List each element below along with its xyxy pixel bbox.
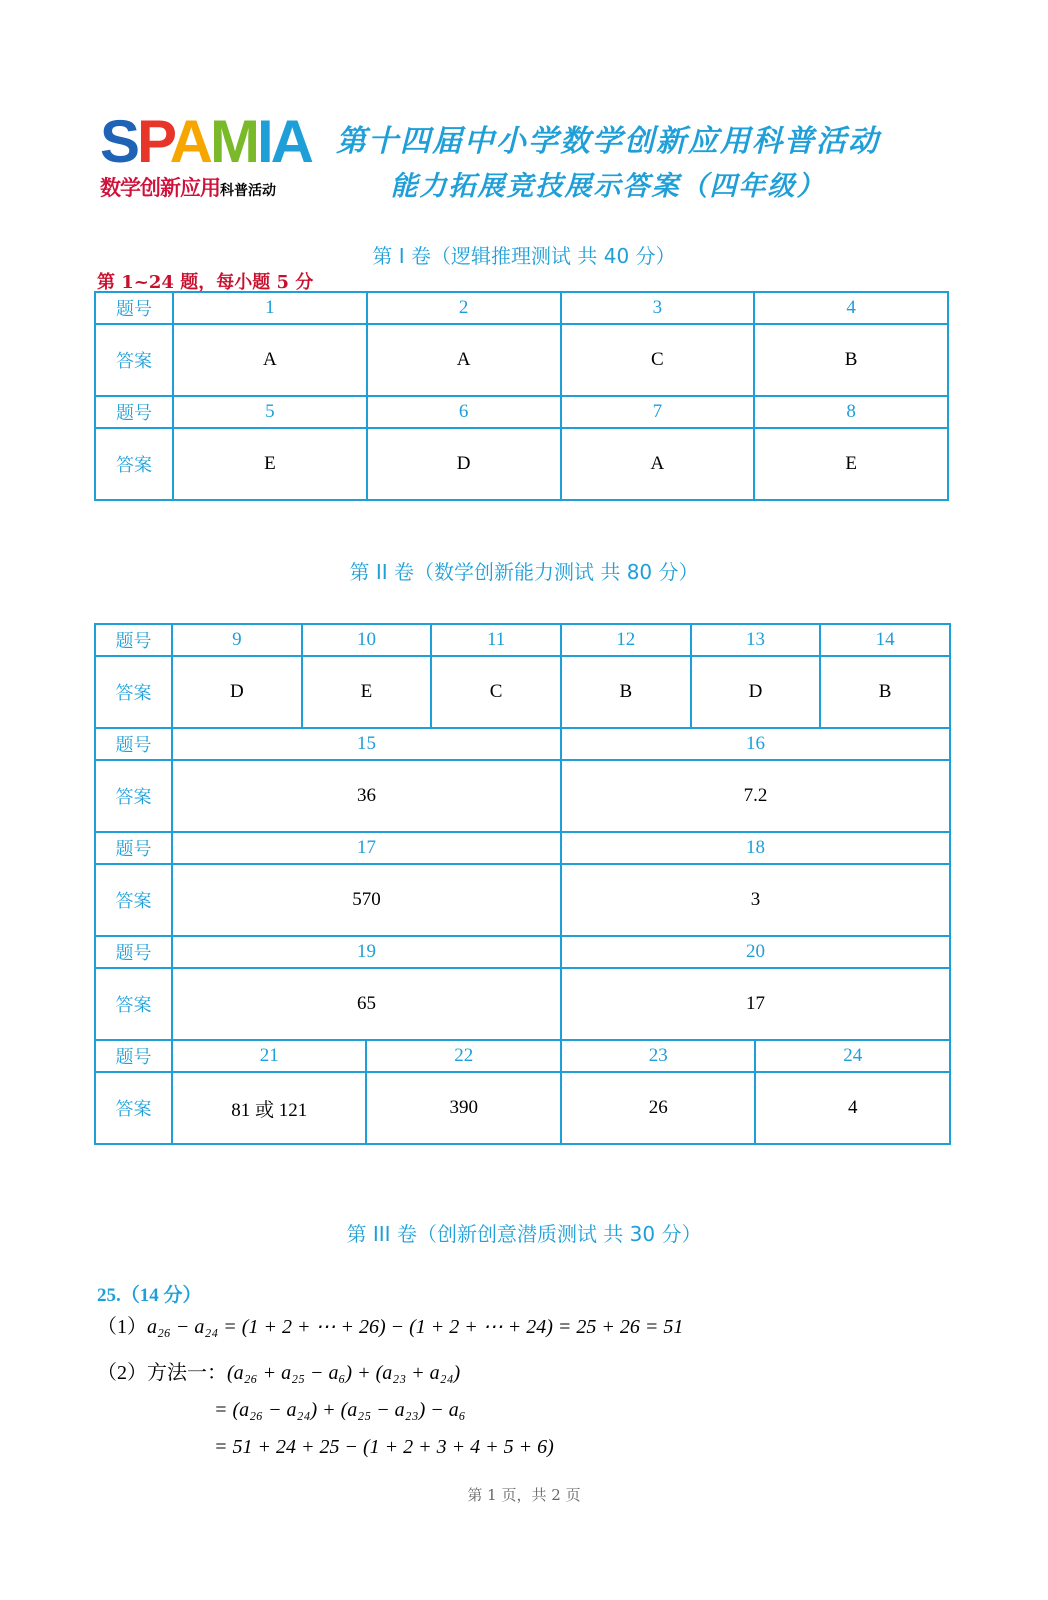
answer-cell: A (561, 428, 755, 500)
question-number: 6 (367, 396, 561, 428)
logo-subtitle-main: 数学创新应用 (100, 176, 220, 200)
question-number: 9 (172, 624, 302, 656)
question-number: 18 (561, 832, 950, 864)
answer-cell: 7.2 (561, 760, 950, 832)
logo-letter: P (137, 108, 170, 175)
answer-cell: 570 (172, 864, 561, 936)
answer-cell: E (173, 428, 367, 500)
row-label-answer: 答案 (95, 656, 172, 728)
solution-expression: = 51 + 24 + 25 − (1 + 2 + 3 + 4 + 5 + 6) (214, 1436, 554, 1458)
answer-cell: B (754, 324, 948, 396)
table-row (95, 396, 948, 428)
logo-letter: S (100, 108, 138, 175)
solution-line-4 (214, 1436, 554, 1459)
solution-expression: = (a₂₆ − a₂₄) + (a₂₅ − a₂₃) − a₆ (214, 1399, 466, 1421)
table-row (95, 428, 948, 500)
question-number: 3 (561, 292, 755, 324)
question-number: 19 (172, 936, 561, 968)
solution-label: （2）方法一： (97, 1362, 227, 1384)
table-row (95, 1072, 950, 1144)
spamia-logo (100, 110, 310, 200)
answer-cell: 81 或 121 (172, 1072, 366, 1144)
part2-answer-table (94, 623, 951, 1145)
answer-cell: A (367, 324, 561, 396)
question-number: 12 (561, 624, 691, 656)
answer-cell: D (691, 656, 821, 728)
logo-subtitle-small: 科普活动 (220, 183, 276, 199)
part1-scoring-note: 第 1~24 题，每小题 5 分 (97, 272, 314, 293)
page-footer: 第 1 页，共 2 页 (467, 1486, 581, 1504)
question-number: 1 (173, 292, 367, 324)
part1-heading: 第 I 卷（逻辑推理测试 共 40 分） (372, 244, 676, 268)
question-number: 22 (366, 1040, 560, 1072)
answer-cell: C (431, 656, 561, 728)
answer-cell: B (820, 656, 950, 728)
table-row (95, 832, 950, 864)
solution-label: （1） (97, 1316, 147, 1338)
logo-letter: A (270, 108, 311, 175)
answer-cell: 3 (561, 864, 950, 936)
question-number: 17 (172, 832, 561, 864)
answer-cell: A (173, 324, 367, 396)
logo-letter: M (209, 108, 257, 175)
row-label-question: 题号 (95, 396, 173, 428)
question-number: 4 (754, 292, 948, 324)
table-row (95, 324, 948, 396)
question-number: 10 (302, 624, 432, 656)
part2-heading: 第 II 卷（数学创新能力测试 共 80 分） (349, 560, 699, 584)
row-label-answer: 答案 (95, 864, 172, 936)
answer-cell: 36 (172, 760, 561, 832)
answer-cell: 4 (755, 1072, 950, 1144)
table-row (95, 936, 950, 968)
question-number: 15 (172, 728, 561, 760)
row-label-question: 题号 (95, 832, 172, 864)
answer-cell: B (561, 656, 691, 728)
solution-line-2 (97, 1356, 460, 1385)
table-row (95, 728, 950, 760)
question-number: 7 (561, 396, 755, 428)
table-row (95, 1040, 950, 1072)
question-number: 20 (561, 936, 950, 968)
row-label-answer: 答案 (95, 1072, 172, 1144)
table-row (95, 292, 948, 324)
solution-expression: (a₂₆ + a₂₅ − a₆) + (a₂₃ + a₂₄) (227, 1362, 461, 1384)
question-number: 23 (561, 1040, 755, 1072)
row-label-question: 题号 (95, 728, 172, 760)
question-number: 11 (431, 624, 561, 656)
answer-cell: C (561, 324, 755, 396)
answer-cell: E (302, 656, 432, 728)
row-label-question: 题号 (95, 624, 172, 656)
logo-letter: A (169, 108, 210, 175)
question-number: 13 (691, 624, 821, 656)
question-number: 21 (172, 1040, 366, 1072)
part3-heading: 第 III 卷（创新创意潜质测试 共 30 分） (346, 1222, 702, 1246)
answer-cell: E (754, 428, 948, 500)
table-row (95, 864, 950, 936)
logo-letter: I (256, 108, 271, 175)
row-label-answer: 答案 (95, 760, 172, 832)
page-title: 第十四届中小学数学创新应用科普活动 (336, 124, 880, 159)
question-25-title: 25.（14 分） (97, 1285, 202, 1306)
question-number: 24 (755, 1040, 950, 1072)
solution-expression: a₂₆ − a₂₄ = (1 + 2 + ⋯ + 26) − (1 + 2 + ⋯ + 24) = 25 + 26 = 51 (147, 1316, 684, 1338)
logo-subtitle (100, 172, 276, 202)
page-subtitle: 能力拓展竞技展示答案（四年级） (390, 171, 826, 202)
table-row (95, 760, 950, 832)
table-row (95, 968, 950, 1040)
row-label-answer: 答案 (95, 428, 173, 500)
answer-cell: 390 (366, 1072, 560, 1144)
answer-cell: D (367, 428, 561, 500)
answer-cell: 65 (172, 968, 561, 1040)
row-label-question: 题号 (95, 936, 172, 968)
question-number: 5 (173, 396, 367, 428)
table-row (95, 624, 950, 656)
logo-wordmark (100, 110, 311, 174)
question-number: 2 (367, 292, 561, 324)
row-label-answer: 答案 (95, 968, 172, 1040)
row-label-question: 题号 (95, 292, 173, 324)
table-row (95, 656, 950, 728)
answer-cell: 17 (561, 968, 950, 1040)
question-number: 14 (820, 624, 950, 656)
solution-line-1 (97, 1310, 683, 1339)
question-number: 8 (754, 396, 948, 428)
row-label-answer: 答案 (95, 324, 173, 396)
row-label-question: 题号 (95, 1040, 172, 1072)
answer-cell: 26 (561, 1072, 755, 1144)
solution-line-3 (214, 1399, 466, 1422)
answer-cell: D (172, 656, 302, 728)
question-number: 16 (561, 728, 950, 760)
part1-answer-table (94, 291, 949, 501)
